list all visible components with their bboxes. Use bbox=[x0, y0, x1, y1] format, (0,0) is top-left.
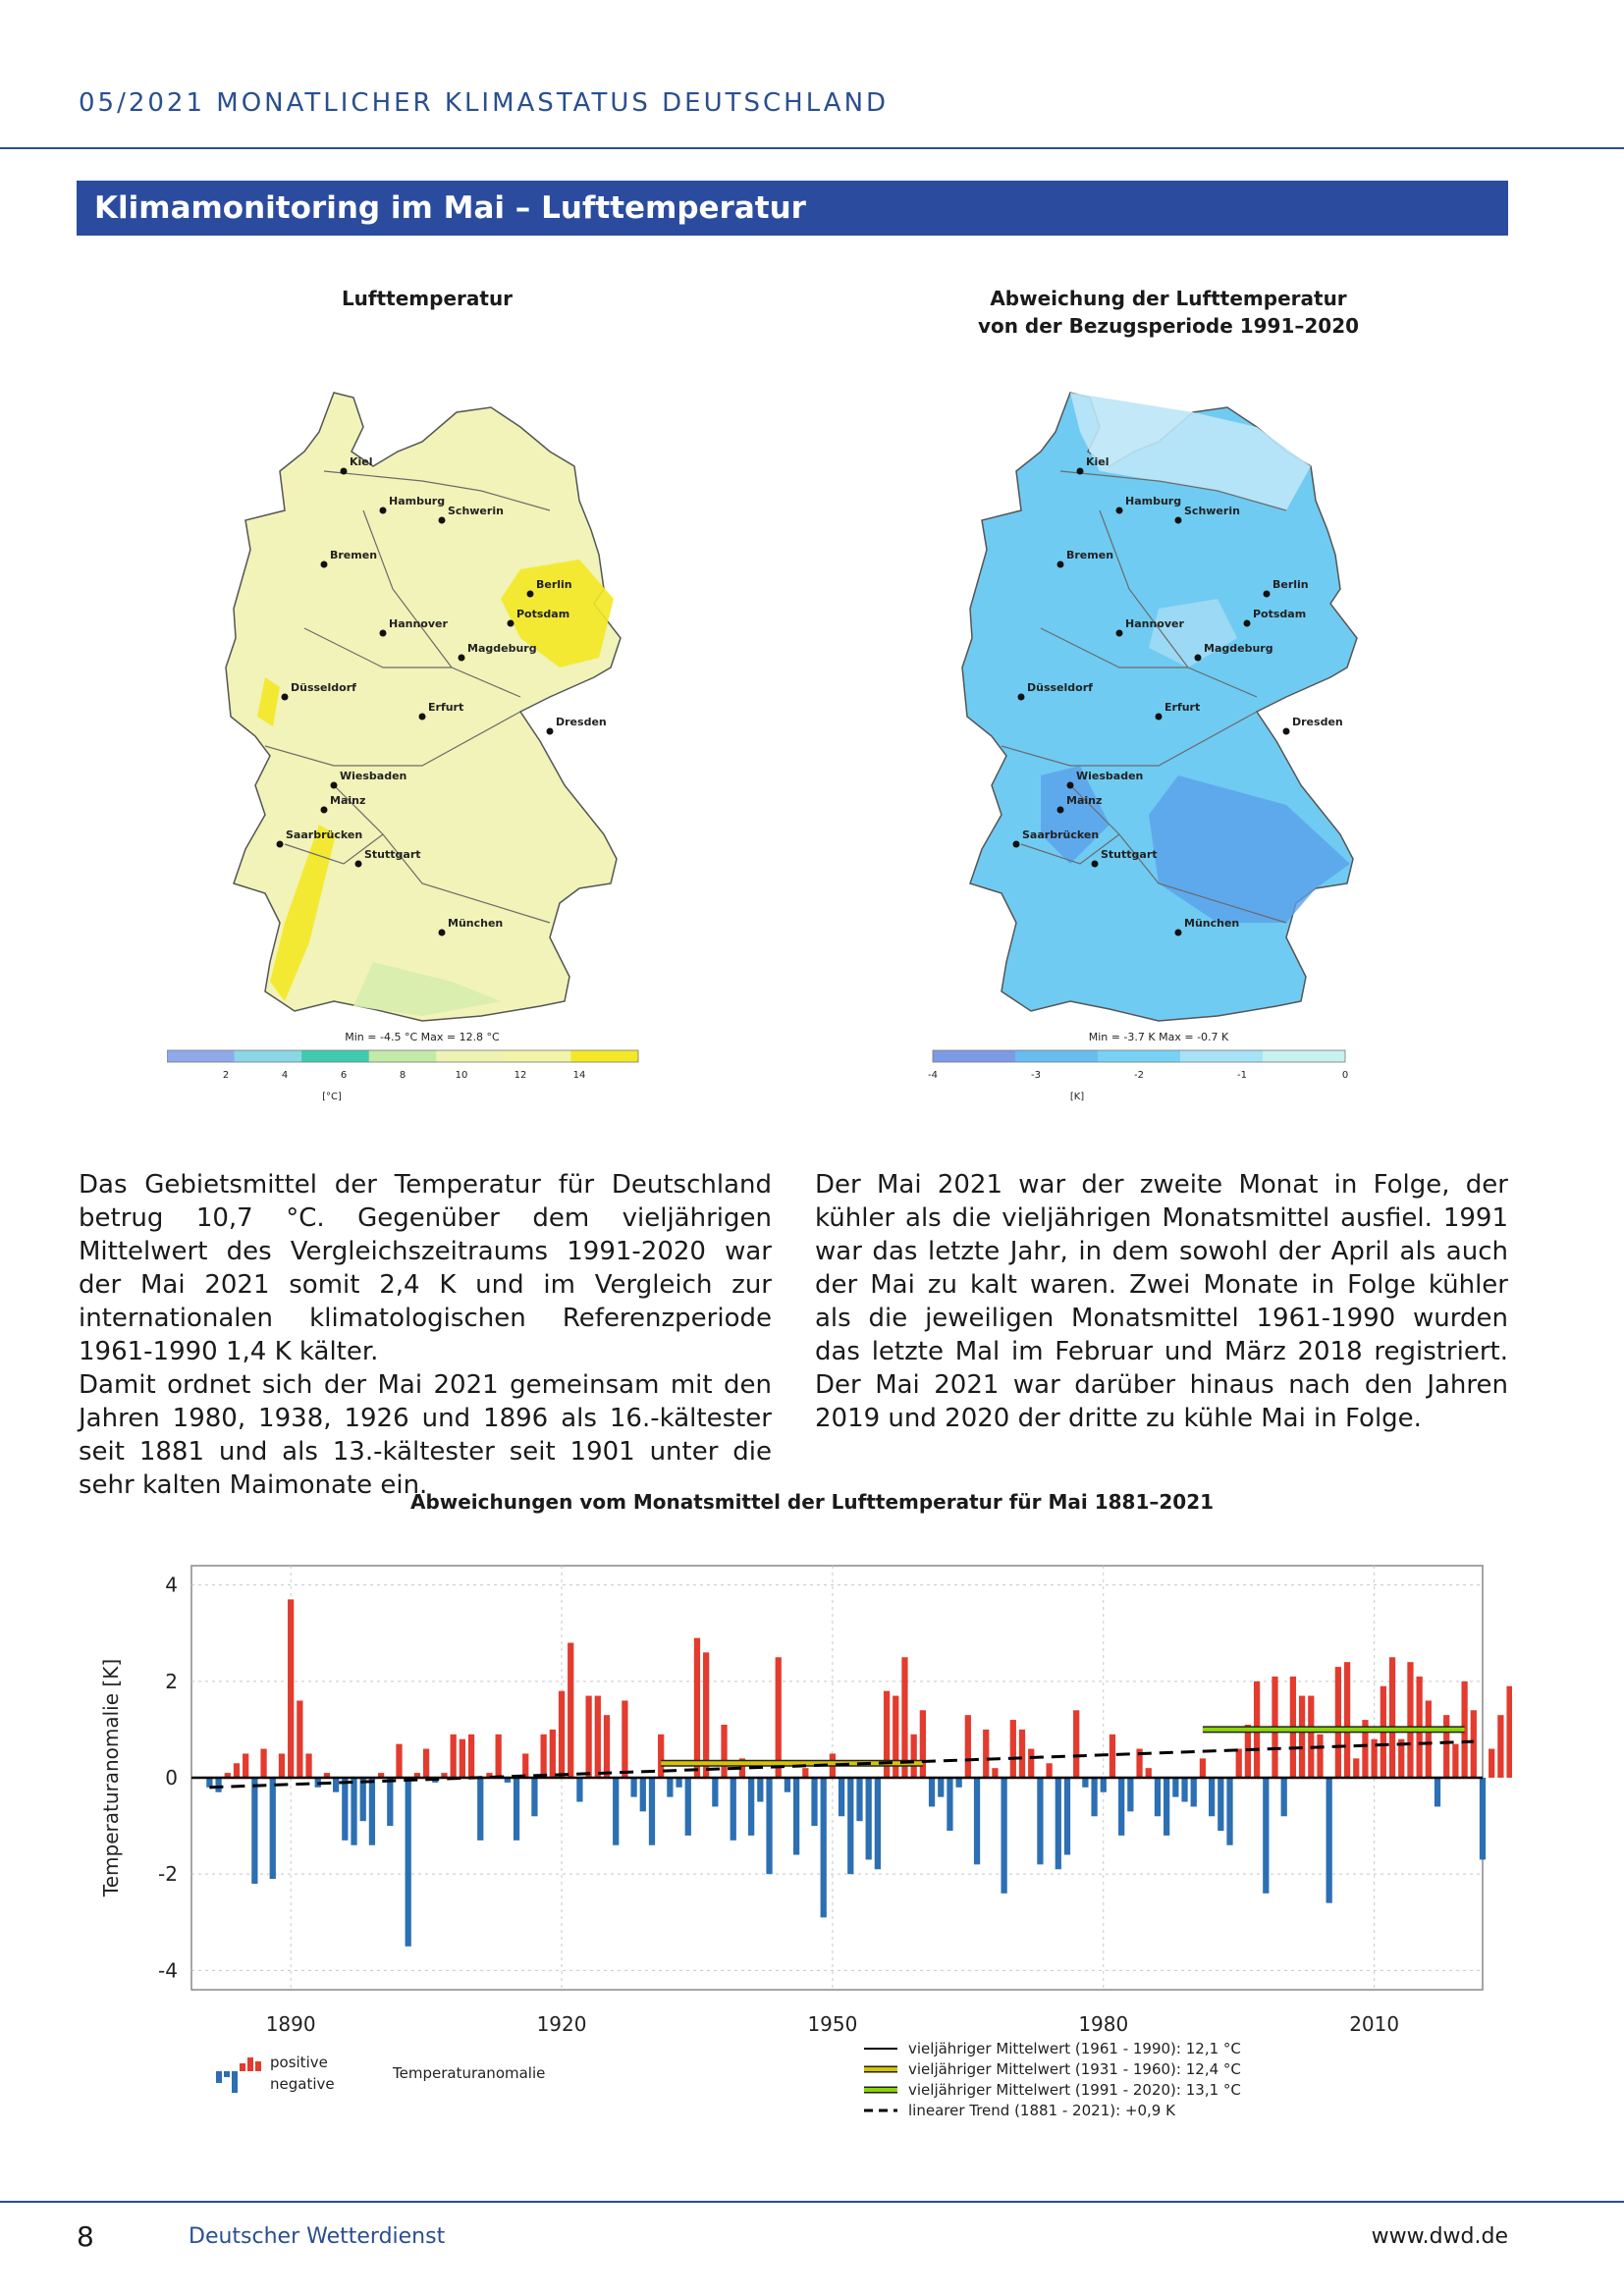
anomaly-bar bbox=[279, 1753, 285, 1778]
anomaly-bar bbox=[685, 1778, 691, 1836]
colorbar-segment bbox=[436, 1050, 504, 1062]
anomaly-bar bbox=[251, 1778, 257, 1884]
anomaly-bar bbox=[630, 1778, 636, 1797]
anomaly-bar bbox=[821, 1778, 827, 1917]
city-label: Hamburg bbox=[1125, 495, 1182, 507]
anomaly-bar bbox=[956, 1778, 962, 1788]
colorbar-segment bbox=[504, 1050, 571, 1062]
x-tick-label: 1950 bbox=[807, 2012, 858, 2036]
legend-bars-title: Temperaturanomalie bbox=[393, 2064, 546, 2082]
anomaly-bar bbox=[1389, 1657, 1395, 1778]
map-right-title bbox=[913, 285, 1424, 340]
legend-negative: negative bbox=[270, 2075, 335, 2093]
city-label: Schwerin bbox=[448, 505, 504, 517]
anomaly-bar bbox=[1317, 1735, 1323, 1778]
anomaly-bar bbox=[1443, 1715, 1449, 1778]
anomaly-bar bbox=[1335, 1667, 1341, 1778]
anomaly-bar bbox=[369, 1778, 375, 1845]
anomaly-bar bbox=[234, 1763, 240, 1778]
colorbar-tick-label: 12 bbox=[514, 1070, 527, 1081]
city-label: Saarbrücken bbox=[1022, 828, 1100, 841]
city-label: München bbox=[1184, 917, 1240, 930]
anomaly-bar bbox=[585, 1696, 591, 1778]
city-label: Mainz bbox=[330, 794, 366, 807]
anomaly-bar bbox=[839, 1778, 844, 1816]
anomaly-bar bbox=[721, 1725, 727, 1778]
city-label: Saarbrücken bbox=[286, 828, 363, 841]
anomaly-bar bbox=[305, 1753, 311, 1778]
anomaly-bar bbox=[1344, 1662, 1350, 1778]
anomaly-bar bbox=[576, 1778, 582, 1802]
anomaly-bar bbox=[748, 1778, 754, 1836]
colorbar-segment bbox=[1098, 1050, 1181, 1062]
anomaly-bar bbox=[1146, 1768, 1152, 1778]
city-marker bbox=[1175, 930, 1182, 936]
city-marker bbox=[331, 782, 338, 789]
anomaly-bar bbox=[992, 1768, 998, 1778]
colorbar-tick-label: 14 bbox=[572, 1070, 586, 1081]
anomaly-bar bbox=[360, 1778, 366, 1821]
text-column-left bbox=[79, 1168, 772, 1502]
city-label: Düsseldorf bbox=[291, 681, 356, 694]
running-title: 05/2021 MONATLICHER KLIMASTATUS DEUTSCHLAND bbox=[79, 88, 890, 118]
anomaly-bar bbox=[1056, 1778, 1061, 1869]
anomaly-bar bbox=[856, 1778, 862, 1821]
page-number: 8 bbox=[77, 2220, 94, 2253]
anomaly-bar bbox=[1001, 1778, 1006, 1894]
city-label: Berlin bbox=[536, 578, 572, 591]
city-marker bbox=[508, 620, 514, 627]
anomaly-bar bbox=[983, 1730, 989, 1778]
city-label: Kiel bbox=[1086, 455, 1110, 468]
colorbar-tick-label: 6 bbox=[340, 1070, 348, 1081]
anomaly-bar bbox=[676, 1778, 681, 1788]
city-label: Dresden bbox=[1292, 716, 1343, 728]
city-label: Schwerin bbox=[1184, 505, 1240, 517]
city-marker bbox=[1195, 655, 1202, 662]
website-link[interactable]: www.dwd.de bbox=[1371, 2224, 1508, 2249]
anomaly-bar bbox=[297, 1700, 302, 1778]
anomaly-bar bbox=[866, 1778, 872, 1859]
paragraph-right: Der Mai 2021 war der zweite Monat in Folge, der kühler als die vieljährigen Monatsmittel ausfiel. 1991 war das letzte Jahr, in dem sowohl der April als auch der Mai zu kalt waren. Zwei Monate in Folge kühler als die jeweiligen Monatsmittel 1961-1990 wurden das letzte Mal im Februar und März 2018 registriert. Der Mai 2021 war darüber hinaus nach den Jahren 2019 und 2020 der dritte zu kühle Mai in Folge. bbox=[815, 1170, 1508, 1433]
anomaly-bar bbox=[1037, 1778, 1043, 1864]
legend-bar-symbol bbox=[247, 2057, 253, 2071]
header-rule bbox=[0, 147, 1624, 149]
anomaly-bar bbox=[215, 1778, 221, 1792]
anomaly-bar bbox=[1073, 1710, 1079, 1778]
anomaly-bar bbox=[559, 1691, 565, 1778]
map-minmax: Min = -4.5 °C Max = 12.8 °C bbox=[345, 1031, 500, 1043]
anomaly-bar bbox=[802, 1768, 808, 1778]
anomaly-bar bbox=[1200, 1758, 1206, 1778]
anomaly-bar bbox=[1226, 1778, 1232, 1845]
city-label: Hannover bbox=[389, 617, 448, 630]
city-marker bbox=[1156, 714, 1163, 721]
city-label: Erfurt bbox=[428, 701, 464, 714]
y-tick-label: -4 bbox=[158, 1958, 178, 1983]
anomaly-bar bbox=[288, 1599, 294, 1778]
anomaly-bar bbox=[694, 1638, 700, 1778]
anomaly-bar bbox=[468, 1735, 474, 1778]
colorbar-tick-label: 2 bbox=[222, 1070, 230, 1081]
anomaly-bar bbox=[333, 1778, 339, 1792]
y-tick-label: 4 bbox=[165, 1573, 178, 1597]
city-label: Wiesbaden bbox=[1076, 770, 1144, 782]
city-marker bbox=[419, 714, 426, 721]
x-tick-label: 1890 bbox=[265, 2012, 316, 2036]
anomaly-bar bbox=[1471, 1710, 1477, 1778]
anomaly-bar bbox=[785, 1778, 790, 1792]
anomaly-bar bbox=[1010, 1720, 1016, 1778]
anomaly-bar bbox=[1191, 1778, 1197, 1806]
anomaly-bar bbox=[514, 1778, 519, 1841]
city-marker bbox=[439, 930, 446, 936]
city-marker bbox=[1116, 507, 1123, 514]
city-label: Stuttgart bbox=[364, 848, 421, 861]
colorbar-unit: [K] bbox=[1069, 1092, 1085, 1102]
colorbar-tick-label: 10 bbox=[455, 1070, 468, 1081]
anomaly-bar bbox=[1127, 1778, 1133, 1811]
anomaly-bar bbox=[757, 1778, 763, 1802]
city-marker bbox=[1057, 561, 1064, 568]
anomaly-bar bbox=[1407, 1662, 1413, 1778]
anomaly-bar bbox=[920, 1710, 926, 1778]
anomaly-bar bbox=[640, 1778, 646, 1811]
anomaly-bar bbox=[1164, 1778, 1169, 1836]
anomaly-bar bbox=[947, 1778, 952, 1831]
anomaly-bar bbox=[342, 1778, 348, 1841]
anomaly-bar bbox=[1236, 1749, 1242, 1778]
anomaly-bar bbox=[270, 1778, 276, 1879]
anomaly-bar bbox=[1435, 1778, 1440, 1806]
colorbar-tick-label: -3 bbox=[1031, 1070, 1041, 1081]
anomaly-bar bbox=[901, 1657, 907, 1778]
map-right-title-line1: Abweichung der Lufttemperatur bbox=[990, 287, 1347, 310]
y-tick-label: 0 bbox=[165, 1766, 178, 1789]
organization-name: Deutscher Wetterdienst bbox=[189, 2224, 446, 2249]
anomaly-bar bbox=[1110, 1735, 1115, 1778]
anomaly-bar bbox=[1181, 1778, 1187, 1802]
anomaly-bar bbox=[260, 1749, 266, 1778]
x-tick-label: 2010 bbox=[1349, 2012, 1400, 2036]
city-marker bbox=[1092, 861, 1099, 868]
legend-bar-symbol bbox=[216, 2071, 222, 2083]
city-label: Mainz bbox=[1066, 794, 1103, 807]
x-tick-label: 1920 bbox=[536, 2012, 587, 2036]
city-label: Magdeburg bbox=[467, 642, 537, 655]
anomaly-bar bbox=[712, 1778, 718, 1806]
anomaly-bar bbox=[1299, 1696, 1305, 1778]
y-axis-label: Temperaturanomalie [K] bbox=[99, 1658, 123, 1897]
colorbar-tick-label: 0 bbox=[1341, 1070, 1349, 1081]
city-label: Düsseldorf bbox=[1027, 681, 1093, 694]
anomaly-bar bbox=[1263, 1778, 1269, 1894]
anomaly-bar bbox=[649, 1778, 655, 1845]
anomaly-bar bbox=[847, 1778, 853, 1874]
city-marker bbox=[547, 728, 554, 735]
anomaly-bar bbox=[1489, 1749, 1494, 1778]
anomaly-bar bbox=[811, 1778, 817, 1826]
city-marker bbox=[1283, 728, 1290, 735]
anomaly-bar bbox=[1209, 1778, 1215, 1816]
anomaly-bar bbox=[387, 1778, 393, 1826]
anomaly-bar bbox=[477, 1778, 483, 1841]
anomaly-bar bbox=[541, 1735, 547, 1778]
map-minmax: Min = -3.7 K Max = -0.7 K bbox=[1088, 1031, 1229, 1043]
city-label: Berlin bbox=[1272, 578, 1309, 591]
anomaly-bar bbox=[1281, 1778, 1287, 1816]
city-marker bbox=[1175, 517, 1182, 524]
legend-line-label: vieljähriger Mittelwert (1991 - 2020): 13,1 °C bbox=[908, 2081, 1241, 2099]
anomaly-bar bbox=[1308, 1696, 1314, 1778]
anomaly-bar bbox=[1155, 1778, 1161, 1816]
colorbar-tick-label: -4 bbox=[928, 1070, 938, 1081]
anomaly-bar bbox=[622, 1700, 627, 1778]
map-left-svg bbox=[167, 373, 677, 1119]
anomaly-bar bbox=[1028, 1749, 1034, 1778]
anomaly-bar bbox=[550, 1730, 556, 1778]
city-marker bbox=[321, 561, 328, 568]
city-marker bbox=[1013, 841, 1020, 848]
colorbar-segment bbox=[167, 1050, 235, 1062]
colorbar-tick-label: 8 bbox=[399, 1070, 406, 1081]
anomaly-bar bbox=[351, 1778, 356, 1845]
map-right-svg bbox=[903, 373, 1414, 1119]
city-marker bbox=[527, 591, 534, 598]
section-title: Klimamonitoring im Mai – Lufttemperatur bbox=[94, 190, 806, 226]
y-tick-label: 2 bbox=[165, 1669, 178, 1693]
map-right bbox=[903, 373, 1414, 1119]
anomaly-bar bbox=[1046, 1763, 1052, 1778]
germany-outline-left bbox=[226, 393, 621, 1021]
anomaly-bar bbox=[929, 1778, 935, 1806]
paragraph-left-2: Damit ordnet sich der Mai 2021 gemeinsam mit den Jahren 1980, 1938, 1926 und 1896 als 16.-kältester seit 1881 und als 13.-kältester seit 1901 unter die sehr kalten Maimonate ein. bbox=[79, 1370, 772, 1500]
anomaly-bar bbox=[460, 1739, 465, 1778]
anomaly-bar bbox=[766, 1778, 772, 1874]
anomaly-bar bbox=[1426, 1700, 1432, 1778]
colorbar-segment bbox=[1263, 1050, 1346, 1062]
city-marker bbox=[1116, 630, 1123, 637]
city-label: Potsdam bbox=[516, 608, 570, 620]
city-marker bbox=[1067, 782, 1074, 789]
anomaly-bar bbox=[1172, 1778, 1178, 1797]
anomaly-bar bbox=[1452, 1744, 1458, 1778]
anomaly-bar bbox=[1480, 1778, 1486, 1859]
footer-rule bbox=[0, 2201, 1624, 2203]
map-right-title-line2: von der Bezugsperiode 1991–2020 bbox=[977, 314, 1360, 338]
anomaly-bar bbox=[1019, 1730, 1025, 1778]
x-tick-label: 1980 bbox=[1078, 2012, 1129, 2036]
city-marker bbox=[355, 861, 362, 868]
map-left bbox=[167, 373, 677, 1119]
anomaly-bar bbox=[595, 1696, 601, 1778]
legend-line-label: vieljähriger Mittelwert (1961 - 1990): 12,1 °C bbox=[908, 2040, 1241, 2057]
city-label: Wiesbaden bbox=[340, 770, 407, 782]
city-label: Bremen bbox=[330, 549, 378, 561]
anomaly-bar bbox=[875, 1778, 881, 1869]
legend-line-label: linearer Trend (1881 - 2021): +0,9 K bbox=[908, 2102, 1175, 2119]
anomaly-bar bbox=[965, 1715, 971, 1778]
city-marker bbox=[1077, 468, 1084, 475]
chart-title: Abweichungen vom Monatsmittel der Lufttemperatur für Mai 1881–2021 bbox=[409, 1490, 1215, 1514]
anomaly-bar bbox=[451, 1735, 457, 1778]
anomaly-bar bbox=[1118, 1778, 1124, 1836]
colorbar-segment bbox=[235, 1050, 302, 1062]
city-label: Bremen bbox=[1066, 549, 1114, 561]
city-marker bbox=[341, 468, 348, 475]
anomaly-bar bbox=[423, 1749, 429, 1778]
legend-bar-symbol bbox=[255, 2061, 261, 2071]
anomaly-bar bbox=[1353, 1758, 1359, 1778]
city-label: Kiel bbox=[350, 455, 373, 468]
anomaly-bar bbox=[1326, 1778, 1332, 1903]
anomaly-bar bbox=[938, 1778, 944, 1797]
colorbar-segment bbox=[1180, 1050, 1264, 1062]
colorbar-tick-label: 4 bbox=[281, 1070, 289, 1081]
anomaly-bar bbox=[613, 1778, 619, 1845]
anomaly-bar bbox=[731, 1778, 736, 1841]
y-tick-label: -2 bbox=[158, 1862, 178, 1887]
anomaly-bar bbox=[1082, 1778, 1088, 1788]
legend-bar-symbol bbox=[224, 2071, 230, 2077]
anomaly-bar bbox=[568, 1643, 573, 1778]
city-marker bbox=[380, 507, 387, 514]
colorbar-segment bbox=[933, 1050, 1016, 1062]
city-label: Erfurt bbox=[1164, 701, 1201, 714]
city-marker bbox=[1018, 694, 1025, 701]
colorbar-segment bbox=[369, 1050, 437, 1062]
section-banner bbox=[77, 181, 1508, 236]
city-label: Potsdam bbox=[1253, 608, 1307, 620]
anomaly-bar bbox=[396, 1744, 402, 1778]
anomaly-chart bbox=[98, 1546, 1512, 2159]
city-marker bbox=[459, 655, 465, 662]
city-marker bbox=[277, 841, 284, 848]
anomaly-bar bbox=[776, 1657, 782, 1778]
city-marker bbox=[1057, 807, 1064, 814]
city-label: Stuttgart bbox=[1101, 848, 1158, 861]
legend-bar-symbol bbox=[232, 2071, 238, 2093]
city-label: Magdeburg bbox=[1204, 642, 1273, 655]
anomaly-bar bbox=[1091, 1778, 1097, 1816]
colorbar-segment bbox=[1015, 1050, 1099, 1062]
city-marker bbox=[439, 517, 446, 524]
colorbar-unit: [°C] bbox=[322, 1092, 342, 1102]
anomaly-bar bbox=[974, 1778, 980, 1864]
anomaly-bar bbox=[793, 1778, 799, 1855]
colorbar-tick-label: -1 bbox=[1237, 1070, 1247, 1081]
anomaly-bar bbox=[1064, 1778, 1070, 1855]
legend-positive: positive bbox=[270, 2054, 328, 2071]
legend-bar-symbol bbox=[240, 2063, 245, 2071]
map-left-title: Lufttemperatur bbox=[341, 287, 514, 310]
anomaly-bar bbox=[522, 1753, 528, 1778]
anomaly-bar bbox=[1218, 1778, 1223, 1831]
anomaly-bar bbox=[1497, 1715, 1503, 1778]
anomaly-bar bbox=[667, 1778, 673, 1797]
anomaly-bar bbox=[406, 1778, 411, 1947]
anomaly-bar bbox=[1506, 1686, 1512, 1778]
anomaly-bar bbox=[911, 1735, 917, 1778]
city-label: München bbox=[448, 917, 504, 930]
anomaly-bar bbox=[531, 1778, 537, 1816]
anomaly-bar bbox=[243, 1753, 248, 1778]
anomaly-bar bbox=[703, 1652, 709, 1778]
anomaly-chart-svg bbox=[98, 1546, 1512, 2155]
colorbar-segment bbox=[570, 1050, 638, 1062]
anomaly-bar bbox=[604, 1715, 610, 1778]
anomaly-bar bbox=[496, 1735, 502, 1778]
city-label: Hamburg bbox=[389, 495, 446, 507]
city-label: Hannover bbox=[1125, 617, 1184, 630]
city-marker bbox=[282, 694, 289, 701]
colorbar-tick-label: -2 bbox=[1134, 1070, 1144, 1081]
city-marker bbox=[1244, 620, 1251, 627]
germany-outline-right bbox=[962, 393, 1357, 1021]
legend-line-label: vieljähriger Mittelwert (1931 - 1960): 12,4 °C bbox=[908, 2060, 1241, 2078]
anomaly-bar bbox=[1101, 1778, 1107, 1792]
city-label: Dresden bbox=[556, 716, 607, 728]
city-marker bbox=[380, 630, 387, 637]
text-column-right bbox=[815, 1168, 1508, 1435]
paragraph-left-1: Das Gebietsmittel der Temperatur für Deutschland betrug 10,7 °C. Gegenüber dem vieljährigen Mittelwert des Vergleichszeitraums 1991-2020 war der Mai 2021 somit 2,4 K und im Vergleich zur internationalen klimatologischen Referenzperiode 1961-1990 1,4 K kälter. bbox=[79, 1170, 772, 1366]
city-marker bbox=[1264, 591, 1271, 598]
colorbar-segment bbox=[301, 1050, 369, 1062]
city-marker bbox=[321, 807, 328, 814]
